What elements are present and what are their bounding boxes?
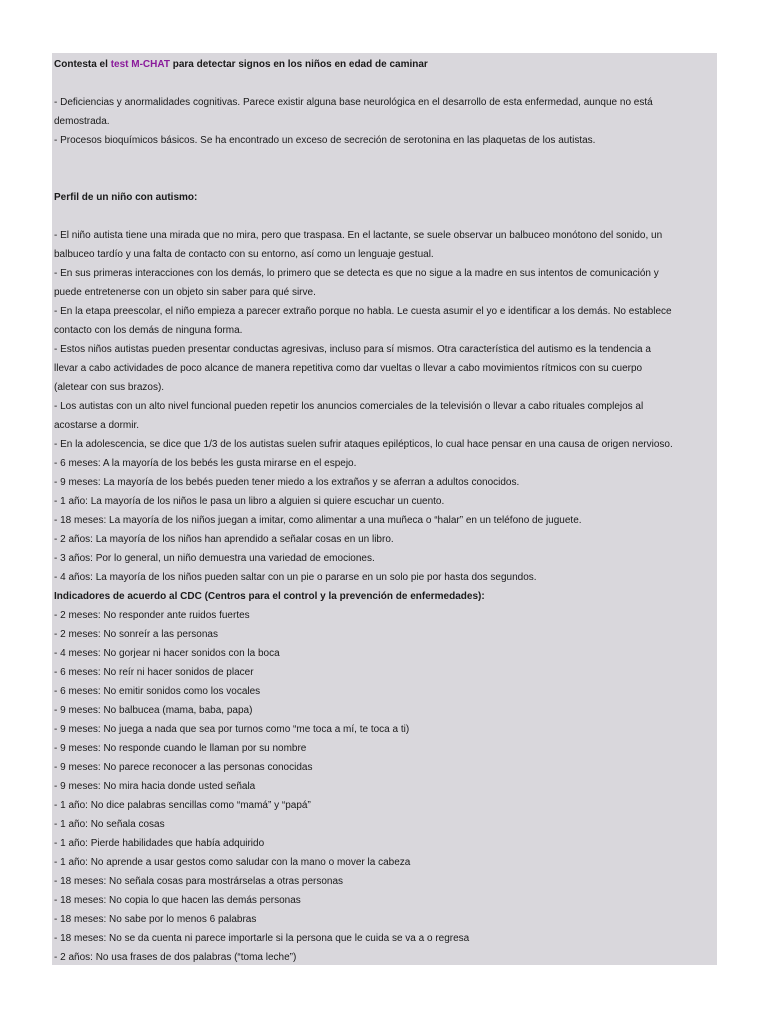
profile-line: - Los autistas con un alto nivel funcional pueden repetir los anuncios comerciales de la televisión o llevar a cabo rituales complejos al <box>54 401 644 412</box>
cdc-line: - 6 meses: No emitir sonidos como los vocales <box>54 686 261 697</box>
profile-line: - 2 años: La mayoría de los niños han aprendido a señalar cosas en un libro. <box>54 534 394 545</box>
cdc-line: - 9 meses: No juega a nada que sea por turnos como “me toca a mí, te toca a ti) <box>54 724 410 735</box>
profile-line: puede entretenerse con un objeto sin saber para qué sirve. <box>54 287 316 298</box>
document-heading <box>54 55 715 74</box>
document-panel <box>52 53 717 965</box>
profile-line: (aletear con sus brazos). <box>54 382 165 393</box>
cdc-line: - 18 meses: No señala cosas para mostrárselas a otras personas <box>54 876 344 887</box>
profile-line: - 9 meses: La mayoría de los bebés pueden tener miedo a los extraños y se aferran a adultos conocidos. <box>54 477 520 488</box>
profile-line: llevar a cabo actividades de poco alcance de manera repetitiva como dar vueltas o llevar a cabo movimientos rítmicos con su cuerpo <box>54 363 643 374</box>
cdc-line: - 18 meses: No copia lo que hacen las demás personas <box>54 895 301 906</box>
intro-line: - Deficiencias y anormalidades cognitivas. Parece existir alguna base neurológica en el desarrollo de esta enfermedad, aunque no está <box>54 97 653 108</box>
profile-line: - 3 años: Por lo general, un niño demuestra una variedad de emociones. <box>54 553 375 564</box>
heading-prefix: Contesta el <box>54 59 111 70</box>
m-chat-test-link[interactable]: test M-CHAT <box>110 59 170 70</box>
cdc-line: - 2 meses: No sonreír a las personas <box>54 629 218 640</box>
intro-line: demostrada. <box>54 116 110 127</box>
cdc-line: - 1 año: No aprende a usar gestos como saludar con la mano o mover la cabeza <box>54 857 411 868</box>
cdc-line: - 4 meses: No gorjear ni hacer sonidos con la boca <box>54 648 280 659</box>
cdc-line: - 2 meses: No responder ante ruidos fuertes <box>54 610 250 621</box>
spacer <box>54 169 715 188</box>
profile-line: - 1 año: La mayoría de los niños le pasa un libro a alguien si quiere escuchar un cuento. <box>54 496 445 507</box>
profile-line: - 6 meses: A la mayoría de los bebés les gusta mirarse en el espejo. <box>54 458 357 469</box>
heading-suffix: para detectar signos en los niños en edad de caminar <box>169 59 428 70</box>
spacer <box>54 207 715 226</box>
cdc-line: - 1 año: No señala cosas <box>54 819 165 830</box>
cdc-line: - 9 meses: No parece reconocer a las personas conocidas <box>54 762 313 773</box>
profile-line: balbuceo tardío y una falta de contacto con su entorno, así como un lenguaje gestual. <box>54 249 434 260</box>
spacer <box>54 74 715 93</box>
profile-line: contacto con los demás de ninguna forma. <box>54 325 243 336</box>
profile-line: - 4 años: La mayoría de los niños pueden saltar con un pie o pararse en un solo pie por hasta dos segundos. <box>54 572 537 583</box>
cdc-line: - 1 año: No dice palabras sencillas como “mamá” y “papá” <box>54 800 311 811</box>
profile-heading: Perfil de un niño con autismo: <box>54 192 198 203</box>
cdc-line: - 18 meses: No sabe por lo menos 6 palabras <box>54 914 257 925</box>
profile-line: - En la etapa preescolar, el niño empieza a parecer extraño porque no habla. Le cuesta asumir el yo e identificar a los demás. No establece <box>54 306 672 317</box>
intro-line: - Procesos bioquímicos básicos. Se ha encontrado un exceso de secreción de serotonina en las plaquetas de los autistas. <box>54 135 596 146</box>
profile-line: - Estos niños autistas pueden presentar conductas agresivas, incluso para sí mismos. Otra característica del autismo es la tendencia a <box>54 344 651 355</box>
spacer <box>54 150 715 169</box>
profile-line: acostarse a dormir. <box>54 420 140 431</box>
cdc-line: - 18 meses: No se da cuenta ni parece importarle si la persona que le cuida se va a o regresa <box>54 933 470 944</box>
cdc-line: - 9 meses: No mira hacia donde usted señala <box>54 781 256 792</box>
profile-line: - 18 meses: La mayoría de los niños juegan a imitar, como alimentar a una muñeca o “halar” en un teléfono de juguete. <box>54 515 582 526</box>
profile-line: - En la adolescencia, se dice que 1/3 de los autistas suelen sufrir ataques epilépticos, lo cual hace pensar en una causa de origen nervioso. <box>54 439 673 450</box>
cdc-line: - 6 meses: No reír ni hacer sonidos de placer <box>54 667 254 678</box>
cdc-line: - 1 año: Pierde habilidades que había adquirido <box>54 838 265 849</box>
cdc-line: - 9 meses: No balbucea (mama, baba, papa) <box>54 705 253 716</box>
profile-line: - En sus primeras interacciones con los demás, lo primero que se detecta es que no sigue a la madre en sus intentos de comunicación y <box>54 268 659 279</box>
profile-line: - El niño autista tiene una mirada que no mira, pero que traspasa. En el lactante, se suele observar un balbuceo monótono del sonido, un <box>54 230 663 241</box>
cdc-line: - 2 años: No usa frases de dos palabras (“toma leche”) <box>54 952 297 963</box>
cdc-heading: Indicadores de acuerdo al CDC (Centros para el control y la prevención de enfermedades): <box>54 591 485 602</box>
cdc-line: - 9 meses: No responde cuando le llaman por su nombre <box>54 743 307 754</box>
